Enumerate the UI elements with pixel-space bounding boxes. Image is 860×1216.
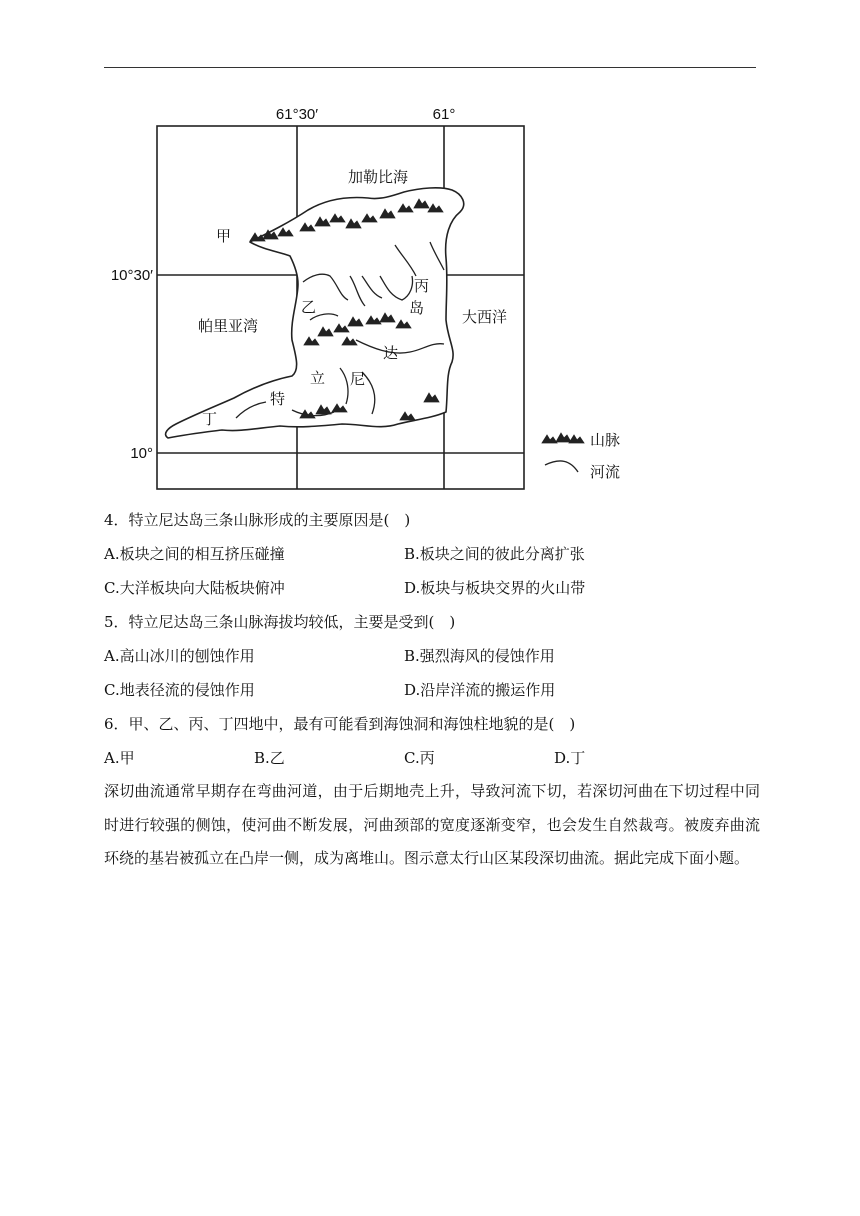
q6-option-d: D.丁	[554, 749, 586, 767]
label-dao: 岛	[409, 299, 425, 317]
label-caribbean-sea: 加勒比海	[348, 168, 409, 186]
label-te: 特	[270, 390, 286, 408]
legend-mountain-icon	[542, 433, 584, 443]
lon-label-right: 61°	[432, 106, 456, 123]
legend-river-icon	[545, 461, 578, 472]
label-yi: 乙	[301, 298, 317, 316]
q6-option-b: B.乙	[254, 749, 285, 767]
q4-option-b: B.板块之间的彼此分离扩张	[404, 545, 585, 563]
question-6-stem: 6．甲、乙、丙、丁四地中，最有可能看到海蚀洞和海蚀柱地貌的是( )	[104, 715, 576, 733]
label-ni: 尼	[350, 370, 366, 388]
q4-option-a: A.板块之间的相互挤压碰撞	[104, 545, 285, 563]
q4-option-c: C.大洋板块向大陆板块俯冲	[104, 579, 285, 597]
q6-option-c: C.丙	[404, 749, 435, 767]
lat-label-bottom: 10°	[130, 445, 153, 462]
q5-option-a: A.高山冰川的刨蚀作用	[104, 647, 255, 665]
q5-option-b: B.强烈海风的侵蚀作用	[404, 647, 555, 665]
label-bing: 丙	[414, 277, 430, 295]
q4-option-d: D.板块与板块交界的火山带	[404, 579, 586, 597]
trinidad-map	[0, 0, 860, 500]
label-da: 达	[383, 344, 399, 362]
label-li: 立	[310, 369, 326, 387]
label-atlantic: 大西洋	[462, 308, 508, 326]
label-ding: 丁	[202, 410, 218, 428]
lat-label-top: 10°30′	[110, 267, 153, 284]
lon-label-left: 61°30′	[275, 106, 319, 123]
q5-option-d: D.沿岸洋流的搬运作用	[404, 681, 556, 699]
label-gulf-of-paria: 帕里亚湾	[198, 317, 259, 335]
question-5-stem: 5．特立尼达岛三条山脉海拔均较低，主要是受到( )	[104, 613, 456, 631]
passage-text: 深切曲流通常早期存在弯曲河道，由于后期地壳上升，导致河流下切，若深切河曲在下切过程中同时进行较强的侧蚀，使河曲不断发展，河曲颈部的宽度逐渐变窄，也会发生自然裁弯。被废弃曲流环绕的基岩被孤立在凸岸一侧，成为离堆山。图示意太行山区某段深切曲流。据此完成下面小题。	[104, 782, 760, 867]
q5-option-c: C.地表径流的侵蚀作用	[104, 681, 255, 699]
label-jia: 甲	[216, 227, 232, 245]
q6-option-a: A.甲	[104, 749, 135, 767]
legend-river-label: 河流	[590, 463, 621, 481]
question-4-stem: 4．特立尼达岛三条山脉形成的主要原因是( )	[104, 511, 411, 529]
legend-mountain-label: 山脉	[590, 431, 621, 449]
